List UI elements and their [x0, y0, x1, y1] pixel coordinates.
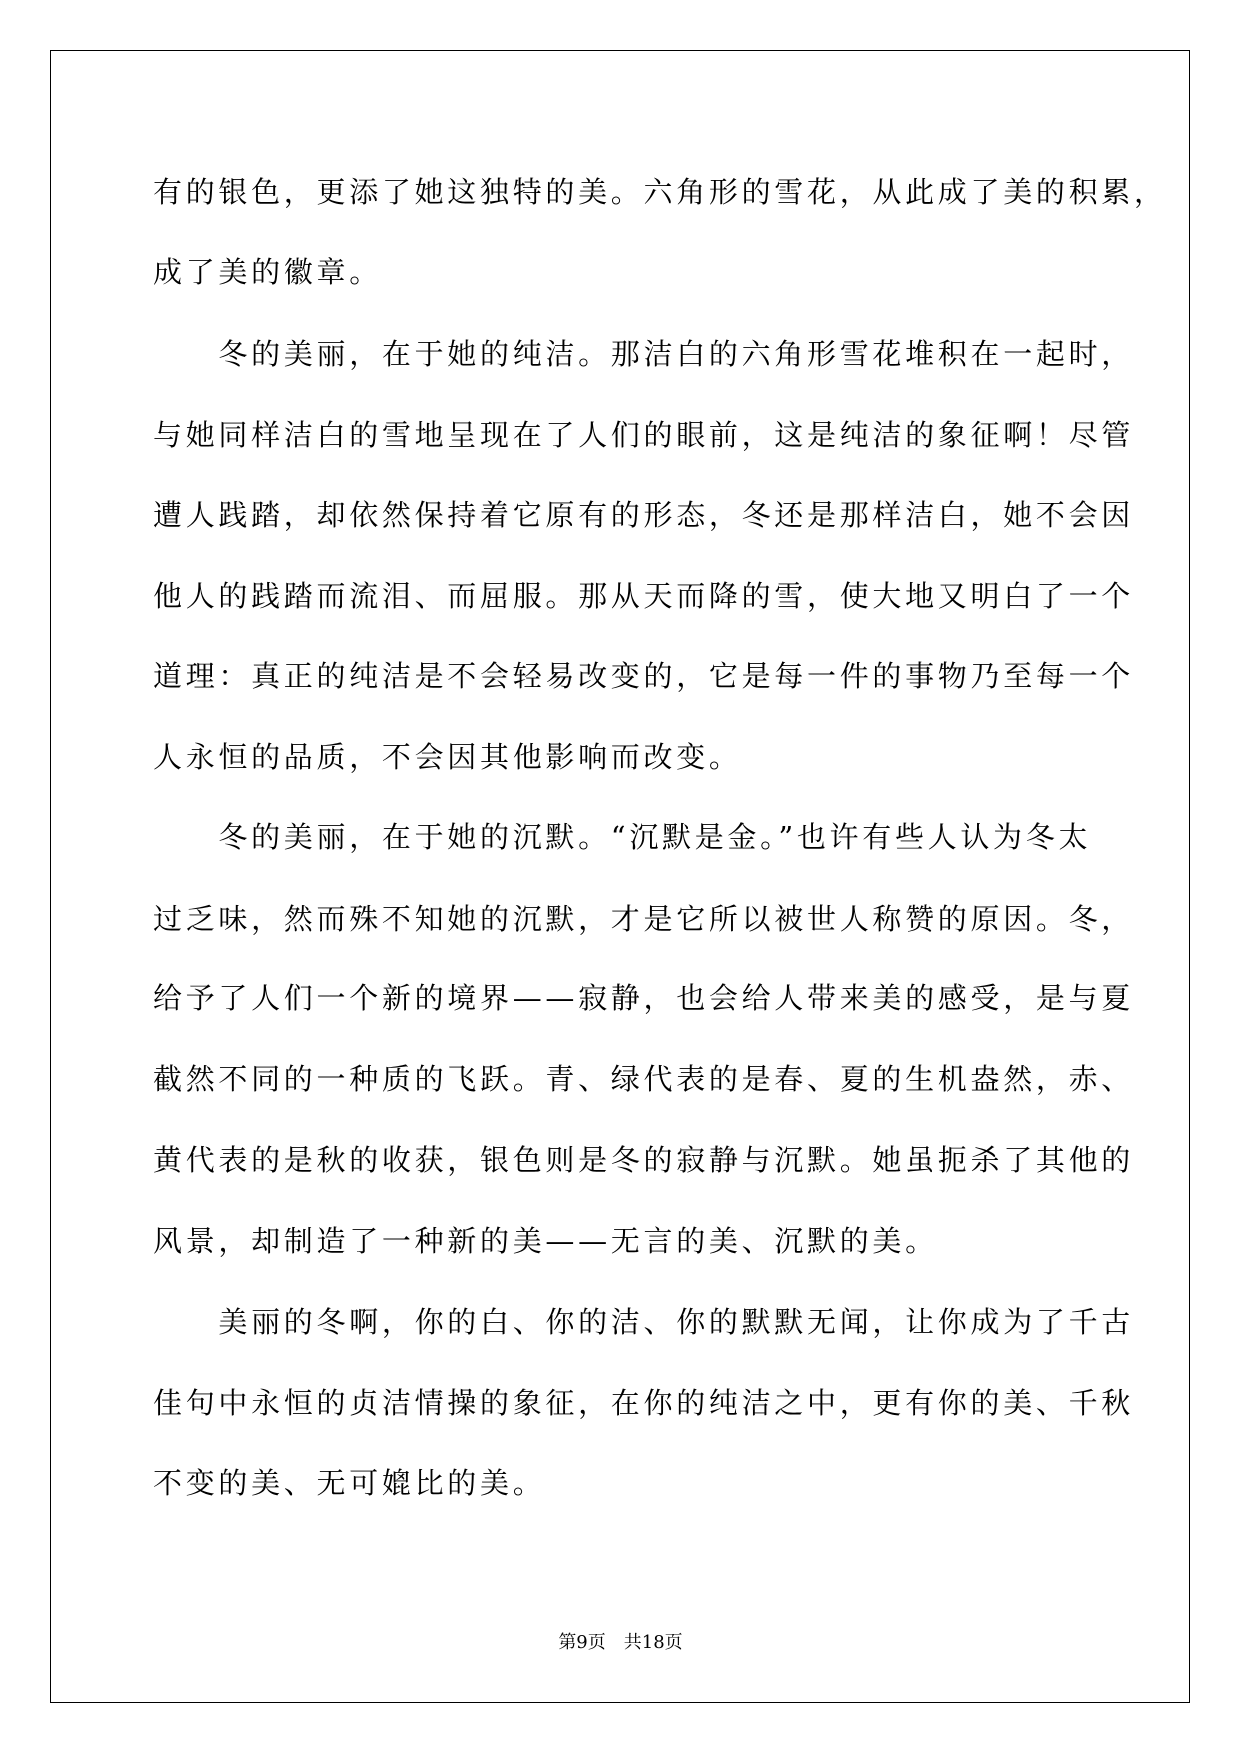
- text-line: 遭人践踏，却依然保持着它原有的形态，冬还是那样洁白，她不会因: [153, 498, 1135, 532]
- text-line: 过乏味，然而殊不知她的沉默，才是它所以被世人称赞的原因。冬，: [153, 902, 1135, 936]
- page-border: [50, 50, 1190, 1703]
- text-line: 人永恒的品质，不会因其他影响而改变。: [153, 740, 742, 774]
- text-line: 佳句中永恒的贞洁情操的象征，在你的纯洁之中，更有你的美、千秋: [153, 1386, 1135, 1420]
- text-line: 冬的美丽，在于她的沉默。“沉默是金。”也许有些人认为冬太: [153, 820, 1092, 854]
- text-line: 道理：真正的纯洁是不会轻易改变的，它是每一件的事物乃至每一个: [153, 659, 1135, 693]
- text-line: 有的银色，更添了她这独特的美。六角形的雪花，从此成了美的积累，: [153, 175, 1167, 209]
- text-line: 不变的美、无可媲比的美。: [153, 1466, 546, 1500]
- text-line: 给予了人们一个新的境界——寂静，也会给人带来美的感受，是与夏: [153, 981, 1135, 1015]
- text-line: 冬的美丽，在于她的纯洁。那洁白的六角形雪花堆积在一起时，: [153, 337, 1135, 371]
- text-line: 成了美的徽章。: [153, 255, 382, 289]
- text-line: 风景，却制造了一种新的美——无言的美、沉默的美。: [153, 1224, 938, 1258]
- text-line: 与她同样洁白的雪地呈现在了人们的眼前，这是纯洁的象征啊！尽管: [153, 418, 1135, 452]
- text-line: 美丽的冬啊，你的白、你的洁、你的默默无闻，让你成为了千古: [153, 1305, 1135, 1339]
- text-line: 截然不同的一种质的飞跃。青、绿代表的是春、夏的生机盎然，赤、: [153, 1062, 1135, 1096]
- text-line: 他人的践踏而流泪、而屈服。那从天而降的雪，使大地又明白了一个: [153, 579, 1135, 613]
- page-number-footer: 第9页 共18页: [558, 1632, 683, 1653]
- text-line: 黄代表的是秋的收获，银色则是冬的寂静与沉默。她虽扼杀了其他的: [153, 1143, 1135, 1177]
